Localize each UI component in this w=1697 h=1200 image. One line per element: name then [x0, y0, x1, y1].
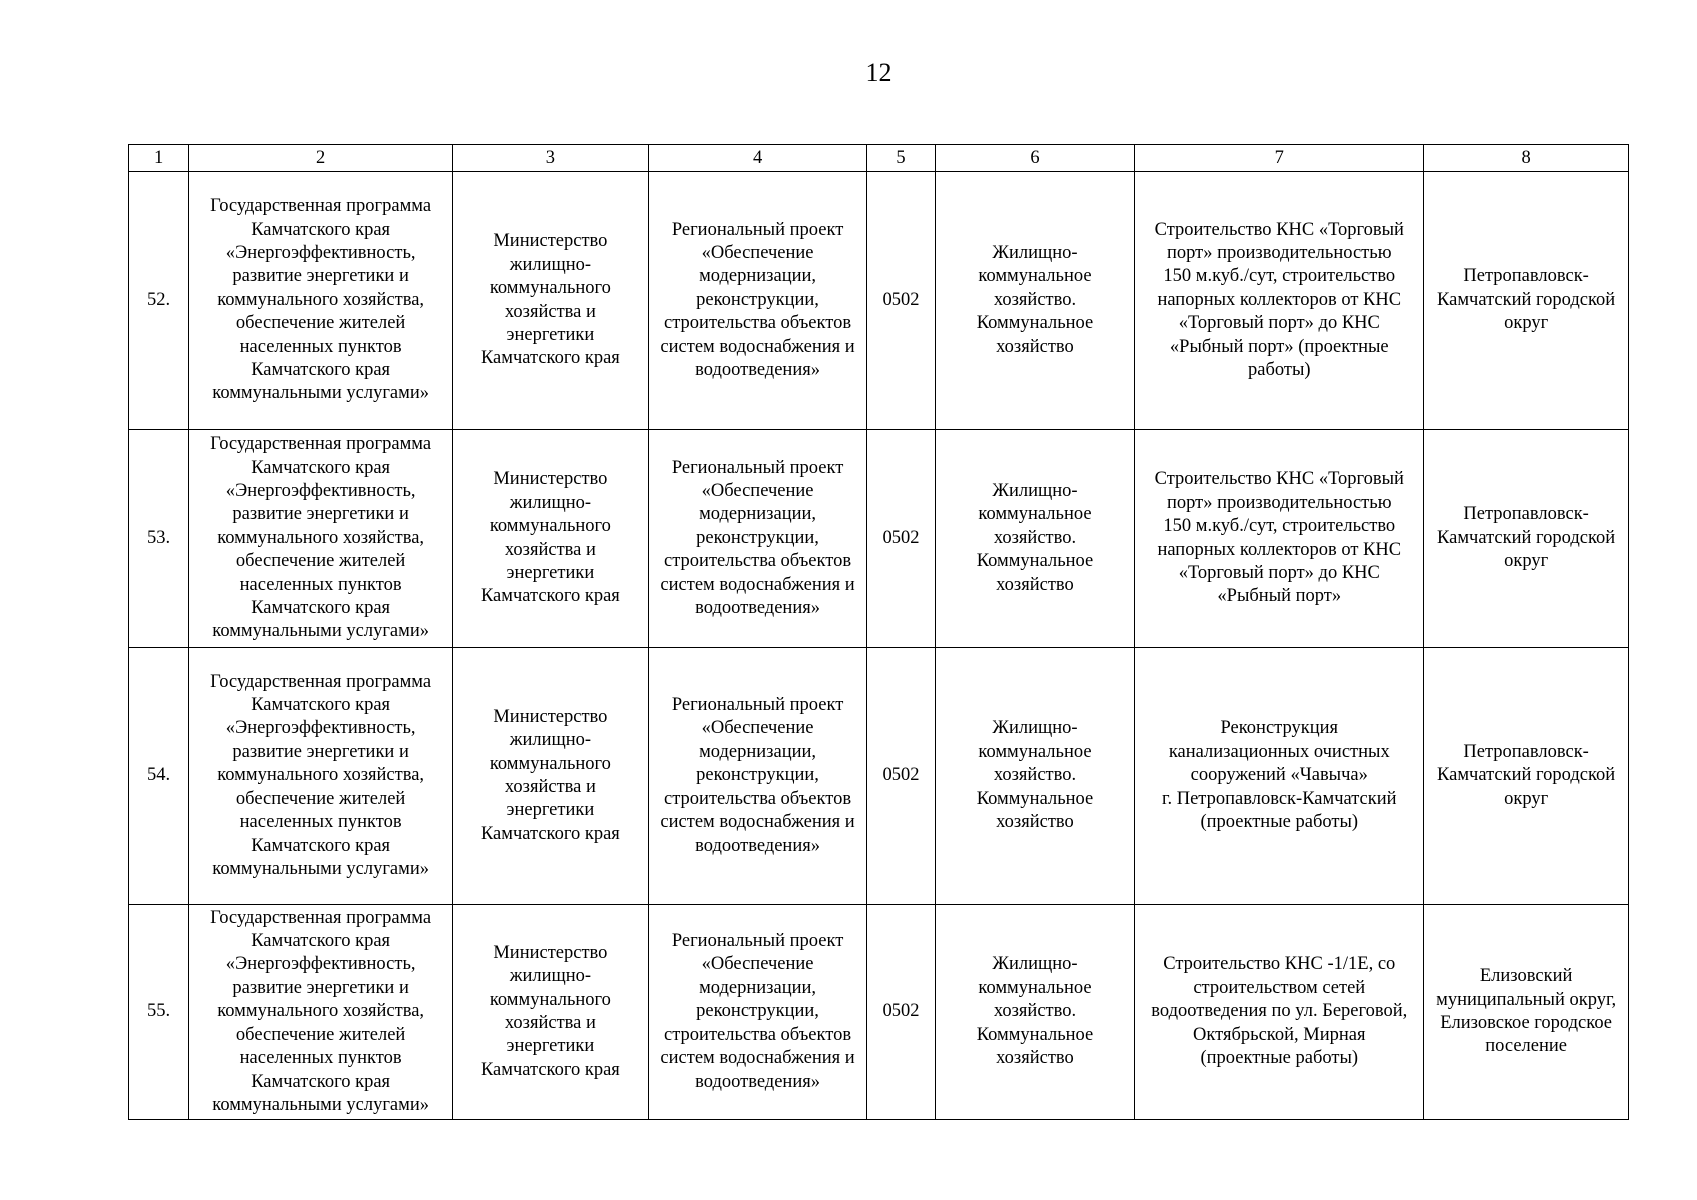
program-cell: Государственная программа Камчатского края «Энергоэффективность, развитие энергетики и коммунального хозяйства, обеспечение жителей населенных пунктов Камчатского края коммунальными услугами»	[189, 430, 453, 648]
code-cell: 0502	[867, 648, 935, 905]
program-cell: Государственная программа Камчатского края «Энергоэффективность, развитие энергетики и коммунального хозяйства, обеспечение жителей населенных пунктов Камчатского края коммунальными услугами»	[189, 648, 453, 905]
code-cell: 0502	[867, 905, 935, 1120]
code-cell: 0502	[867, 430, 935, 648]
table-header	[129, 145, 1629, 172]
header-row	[129, 145, 1629, 172]
program-cell: Государственная программа Камчатского края «Энергоэффективность, развитие энергетики и коммунального хозяйства, обеспечение жителей населенных пунктов Камчатского края коммунальными услугами»	[189, 905, 453, 1120]
row-number: 53.	[129, 430, 189, 648]
column-header-6: 6	[935, 145, 1135, 172]
object-cell: Строительство КНС «Торговый порт» производительностью 150 м.куб./сут, строительство напорных коллекторов от КНС «Торговый порт» до КНС «Рыбный порт» (проектные работы)	[1135, 172, 1424, 430]
object-cell: Реконструкция канализационных очистных сооружений «Чавыча» г. Петропавловск-Камчатский (проектные работы)	[1135, 648, 1424, 905]
column-header-7: 7	[1135, 145, 1424, 172]
row-number: 55.	[129, 905, 189, 1120]
section-cell: Жилищно- коммунальное хозяйство. Коммунальное хозяйство	[935, 172, 1135, 430]
section-cell: Жилищно- коммунальное хозяйство. Коммунальное хозяйство	[935, 648, 1135, 905]
object-cell: Строительство КНС «Торговый порт» производительностью 150 м.куб./сут, строительство напорных коллекторов от КНС «Торговый порт» до КНС «Рыбный порт»	[1135, 430, 1424, 648]
ministry-cell: Министерство жилищно- коммунального хозяйства и энергетики Камчатского края	[453, 430, 649, 648]
project-cell: Региональный проект «Обеспечение модернизации, реконструкции, строительства объектов систем водоснабжения и водоотведения»	[648, 648, 867, 905]
project-cell: Региональный проект «Обеспечение модернизации, реконструкции, строительства объектов систем водоснабжения и водоотведения»	[648, 172, 867, 430]
column-header-3: 3	[453, 145, 649, 172]
section-cell: Жилищно- коммунальное хозяйство. Коммунальное хозяйство	[935, 430, 1135, 648]
municipality-cell: Елизовский муниципальный округ, Елизовское городское поселение	[1424, 905, 1629, 1120]
column-header-1: 1	[129, 145, 189, 172]
code-cell: 0502	[867, 172, 935, 430]
column-header-2: 2	[189, 145, 453, 172]
project-cell: Региональный проект «Обеспечение модернизации, реконструкции, строительства объектов систем водоснабжения и водоотведения»	[648, 430, 867, 648]
program-cell: Государственная программа Камчатского края «Энергоэффективность, развитие энергетики и коммунального хозяйства, обеспечение жителей населенных пунктов Камчатского края коммунальными услугами»	[189, 172, 453, 430]
table-row	[129, 905, 1629, 1120]
table-body	[129, 172, 1629, 1120]
object-cell: Строительство КНС -1/1Е, со строительством сетей водоотведения по ул. Береговой, Октябрьской, Мирная (проектные работы)	[1135, 905, 1424, 1120]
section-cell: Жилищно- коммунальное хозяйство. Коммунальное хозяйство	[935, 905, 1135, 1120]
row-number: 54.	[129, 648, 189, 905]
ministry-cell: Министерство жилищно- коммунального хозяйства и энергетики Камчатского края	[453, 648, 649, 905]
column-header-5: 5	[867, 145, 935, 172]
ministry-cell: Министерство жилищно- коммунального хозяйства и энергетики Камчатского края	[453, 172, 649, 430]
municipality-cell: Петропавловск- Камчатский городской округ	[1424, 172, 1629, 430]
municipality-cell: Петропавловск- Камчатский городской округ	[1424, 430, 1629, 648]
project-cell: Региональный проект «Обеспечение модернизации, реконструкции, строительства объектов систем водоснабжения и водоотведения»	[648, 905, 867, 1120]
ministry-cell: Министерство жилищно- коммунального хозяйства и энергетики Камчатского края	[453, 905, 649, 1120]
column-header-4: 4	[648, 145, 867, 172]
page-number: 12	[865, 58, 892, 87]
column-header-8: 8	[1424, 145, 1629, 172]
table-row	[129, 648, 1629, 905]
row-number: 52.	[129, 172, 189, 430]
data-table	[128, 144, 1629, 1120]
table-row	[129, 172, 1629, 430]
table-row	[129, 430, 1629, 648]
municipality-cell: Петропавловск- Камчатский городской округ	[1424, 648, 1629, 905]
